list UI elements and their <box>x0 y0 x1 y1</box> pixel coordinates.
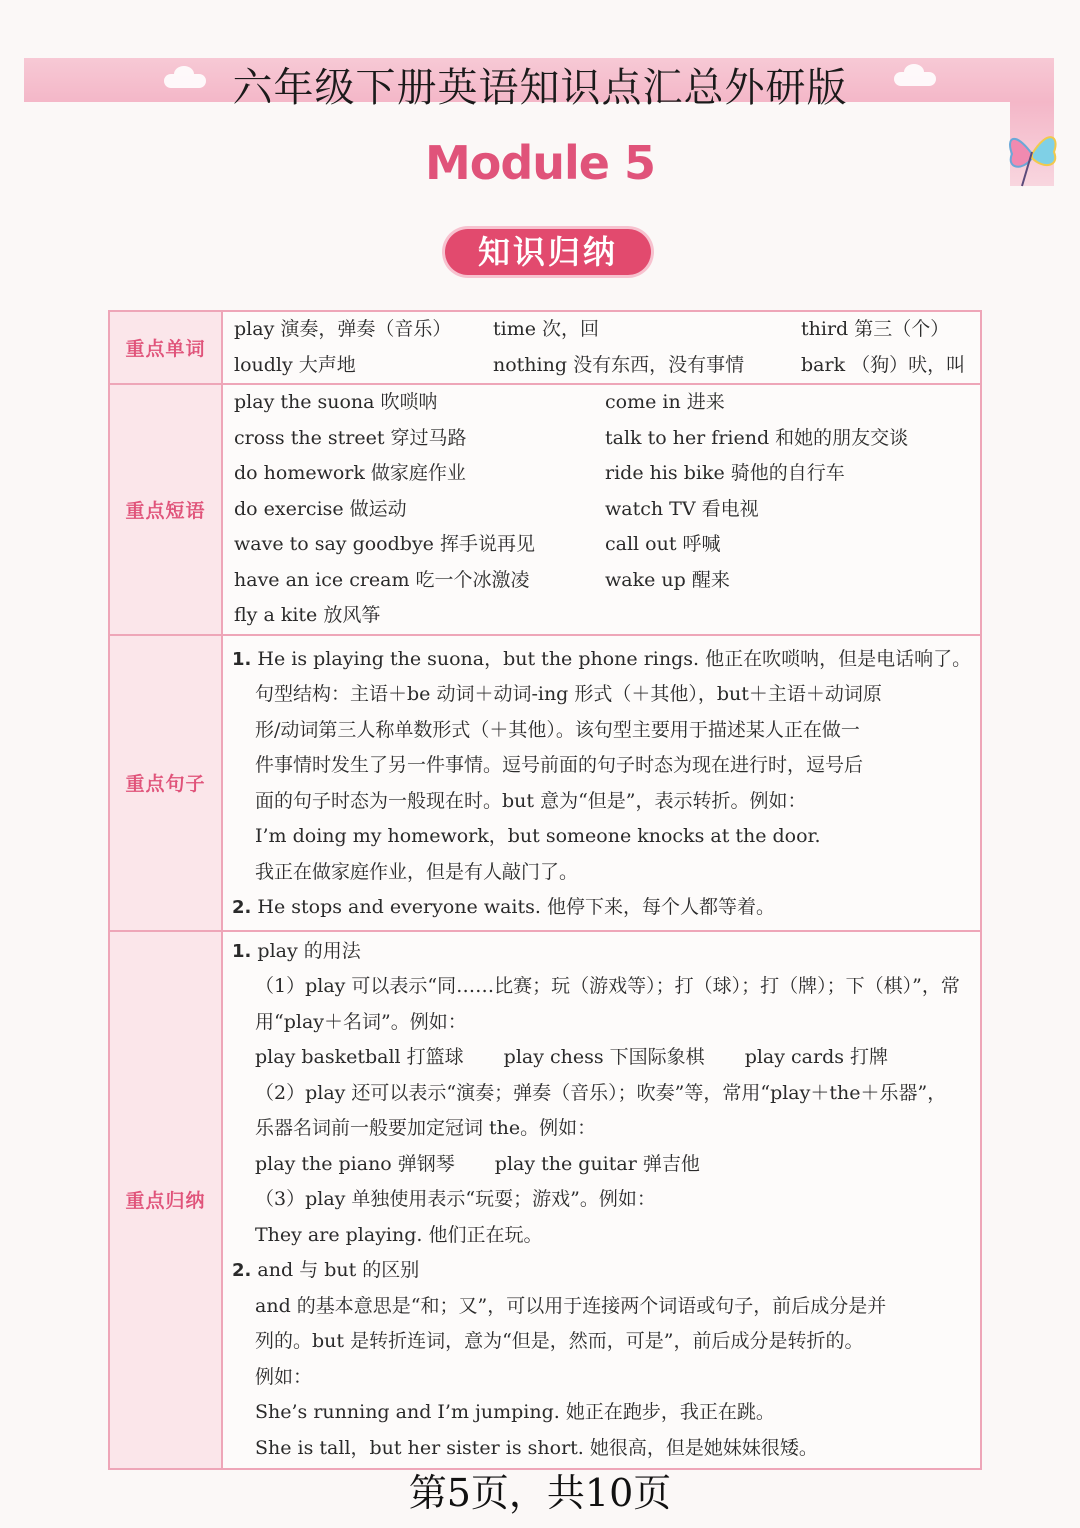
module-title: Module 5 <box>424 136 656 190</box>
phrases-row <box>109 384 981 635</box>
summary-text: （1）play 可以表示“同……比赛；玩（游戏等）；打（球）；打（牌）；下（棋）”，常 <box>255 975 960 997</box>
sentence-example: 我正在做家庭作业，但是有人敲门了。 <box>255 860 579 883</box>
document-title: 六年级下册英语知识点汇总外研版 <box>232 65 848 111</box>
summary-text: She is tall，but her sister is short. 她很高，但是她妹妹很矮。 <box>255 1436 818 1459</box>
sentence-explain: 件事情时发生了另一件事情。逗号前面的句子时态为现在进行时，逗号后 <box>255 754 864 776</box>
vocab-content <box>222 311 981 384</box>
phrase-line: play the suona 吹唢呐 come in 进来 <box>234 391 725 413</box>
knowledge-table <box>108 310 982 1470</box>
vocab-row <box>109 311 981 384</box>
phrase-line: do exercise 做运动 watch TV 看电视 <box>234 497 759 520</box>
vocab-line: play 演奏，弹奏（音乐） time 次，回 third 第三（个） <box>234 318 950 340</box>
phrases-label: 重点短语 <box>109 384 222 635</box>
phrases-content <box>222 384 981 635</box>
summary-examples: play the piano 弹钢琴 play the guitar 弹吉他 <box>255 1152 700 1175</box>
summary-point: 2. and 与 but 的区别 <box>232 1259 420 1281</box>
phrase-line: fly a kite 放风筝 <box>234 604 381 626</box>
sentence-item: 1. He is playing the suona，but the phone rings. 他正在吹唢呐，但是电话响了。 <box>232 647 972 670</box>
sentences-label: 重点句子 <box>109 635 222 931</box>
summary-text: （2）play 还可以表示“演奏；弹奏（音乐）；吹奏”等，常用“play＋the＋乐器”， <box>255 1081 947 1104</box>
phrase-line: do homework 做家庭作业 ride his bike 骑他的自行车 <box>234 462 845 484</box>
phrase-line: cross the street 穿过马路 talk to her friend 和她的朋友交谈 <box>234 426 909 449</box>
sentence-explain: 句型结构：主语＋be 动词＋动词-ing 形式（＋其他），but＋主语＋动词原 <box>255 683 882 705</box>
summary-text: 例如： <box>255 1365 313 1388</box>
summary-text: 乐器名词前一般要加定冠词 the。例如： <box>255 1117 597 1139</box>
vocab-line: loudly 大声地 nothing 没有东西，没有事情 bark （狗）吠，叫 <box>234 353 966 376</box>
summary-row <box>109 931 981 1470</box>
phrase-line: have an ice cream 吃一个冰激凌 wake up 醒来 <box>234 568 730 591</box>
phrase-line: wave to say goodbye 挥手说再见 call out 呼喊 <box>234 533 721 555</box>
sentences-row <box>109 635 981 931</box>
summary-text: and 的基本意思是“和；又”，可以用于连接两个词语或句子，前后成分是并 <box>255 1294 887 1317</box>
summary-examples: play basketball 打篮球 play chess 下国际象棋 play cards 打牌 <box>255 1046 889 1068</box>
sentence-example: I’m doing my homework，but someone knocks at the door. <box>255 825 821 847</box>
summary-text: （3）play 单独使用表示“玩耍；游戏”。例如： <box>255 1188 656 1210</box>
sentence-explain: 面的句子时态为一般现在时。but 意为“但是”，表示转折。例如： <box>255 789 807 812</box>
summary-text: 用“play＋名词”。例如： <box>255 1010 467 1033</box>
vocab-label: 重点单词 <box>109 311 222 384</box>
page-number: 第5页，共10页 <box>408 1471 672 1515</box>
sentence-item: 2. He stops and everyone waits. 他停下来，每个人都等着。 <box>232 896 775 918</box>
sentences-content <box>222 635 981 931</box>
summary-text: 列的。but 是转折连词，意为“但是，然而，可是”，前后成分是转折的。 <box>255 1330 864 1352</box>
section-banner: 知识归纳 <box>445 229 651 275</box>
summary-text: They are playing. 他们正在玩。 <box>255 1223 543 1246</box>
summary-text: She’s running and I’m jumping. 她正在跑步，我正在跳。 <box>255 1401 775 1423</box>
summary-point: 1. play 的用法 <box>232 939 361 962</box>
sentence-explain: 形/动词第三人称单数形式（＋其他）。该句型主要用于描述某人正在做一 <box>255 718 860 741</box>
summary-content <box>222 931 981 1470</box>
summary-label: 重点归纳 <box>109 931 222 1470</box>
